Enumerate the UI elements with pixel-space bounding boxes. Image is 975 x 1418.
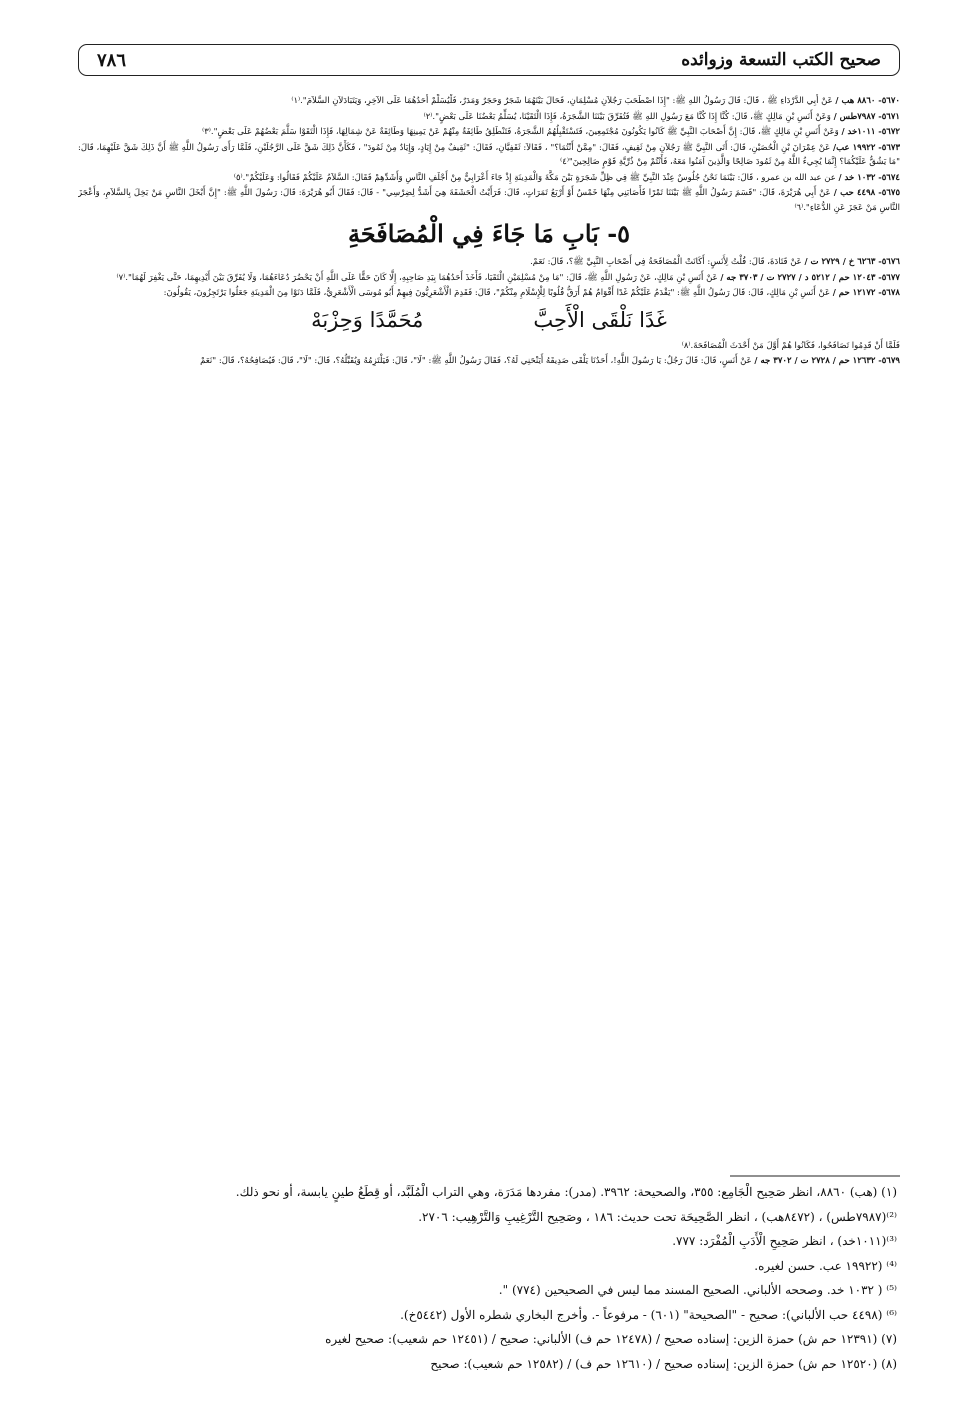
hadith-text: وَعَنْ أَنَسِ بْنِ مَالِكٍ ﷺ، قَالَ: إِنَّ أَصْحَابَ النَّبِيِّ ﷺ كَانُوا يَكُونُونَ مُجْتَمِعِينَ، فَتَسْتَقْبِلُهُمُ الشَّجَرَةُ، فَتَنْطَلِقُ طَائِفَةٌ مِنْهُمْ عَنْ يَمِينِهَا وَطَائِفَةٌ عَنْ شِمَالِهَا، فَإِذَا الْتَقَوْا سَلَّمَ بَعْضُهُمْ عَلَى بَعْضٍ".⁽٣⁾	[202, 127, 839, 137]
hadith-number: ٥٦٧١-	[878, 111, 900, 122]
footnote: ⁽³⁾(١٠١١خد) ، انظر صَحِيحِ الْأَدَبِ الْمُفْرَد: ٧٧٧.	[672, 1234, 897, 1248]
hadith-number: ٥٦٧٢-	[878, 127, 900, 137]
page-body	[78, 94, 900, 1168]
hadith-5675	[78, 186, 900, 215]
page-number: ٧٨٦	[97, 49, 127, 71]
footnote: ⁽²⁾(٧٩٨٧طس) ، (٨٤٧٢هب) ، انظر الصَّحِيحَة تحت حديث: ١٨٦ ، وصَحِيح التَّرْغِيبِ وَالتَّرْهِيب: ٢٧٠٦.	[418, 1209, 897, 1224]
hadith-number: ٥٦٧٨-	[878, 288, 900, 298]
chapter-heading: ٥- بَابِ مَا جَاءَ فِي الْمُصَافَحَةِ	[347, 219, 631, 248]
footnotes	[110, 1180, 897, 1376]
poetry-verse	[78, 303, 900, 337]
hadith-continuation: فَلَمَّا أَنْ قَدِمُوا تَصَافَحُوا، فَكَانُوا هُمْ أَوَّلَ مَنْ أَحْدَثَ الْمُصَافَحَةَ.⁽٨⁾	[681, 340, 900, 351]
footnote: (٧) (١٢٣٩١ حم ش) حمزة الزين: إسناده صحيح / (١٢٤٧٨ حم ف) الألباني: صحيح / (١٢٤٥١ حم شعيب): صحيح لغيره	[325, 1332, 897, 1346]
hadith-source: ١٢١٧٢ حم /	[832, 288, 876, 298]
hadith-number: ٥٦٧٩-	[878, 356, 900, 366]
footnote: (٨) (١٢٥٢٠ حم ش) حمزة الزين: إسناده صحيح / (١٢٦١٠ حم ف) / (١٢٥٨٢ حم شعيب): صحيح	[430, 1356, 897, 1371]
hadith-source: ٨٨٦٠ هب /	[835, 96, 876, 106]
hadith-5673	[78, 141, 900, 170]
hadith-source: ١٢٦٣٢ حم / ٢٧٢٨ ت / ٣٧٠٢ جه /	[754, 356, 876, 366]
hadith-5670	[78, 94, 900, 109]
hadith-number: ٥٦٧٣-	[878, 142, 900, 153]
hadith-5674	[78, 171, 900, 186]
hadith-source: ١٢٠٤٣ حم / ٥٢١٢ د / ٢٧٢٧ ت / ٣٧٠٣ جه /	[720, 272, 876, 283]
verse-first-half: غَدًا نَلْقَى الْأَحِبَّ	[533, 307, 667, 332]
hadith-text: عَنْ أَبِي الدَّرْدَاءِ ﷺ ، قَالَ: قَالَ رَسُولُ اللهِ ﷺ: "إِذَا اصْطَحَبَ رَجُلاَنِ مُسْلِمَانِ، فَحَالَ بَيْنَهُمَا شَجَرٌ وَحَجَرٌ وَمَدَرٌ، فَلْيُسَلِّمْ أَحَدُهُمَا عَلَى الآخِرِ، وَيَتَبَادَلاَنِ السَّلاَمَ".⁽١⁾	[291, 96, 833, 106]
hadith-number: ٥٦٧٤-	[878, 172, 900, 183]
hadith-5678	[78, 286, 900, 301]
hadith-5676	[78, 255, 900, 270]
footnote: ⁽⁵⁾ ( ١٠٣٢ خد. وصححه الألباني. الصحيح المسند مما ليس في الصحيحين (٧٧٤) ".	[498, 1283, 897, 1297]
hadith-source: ٦٢٦٣ خ / ٢٧٢٩ ت /	[804, 257, 876, 267]
hadith-number: ٥٦٧٥-	[878, 188, 900, 198]
hadith-text: عن عبد الله بن عمرو ، قَالَ: بَيْنَمَا نَحْنُ جُلُوسٌ عِنْدَ النَّبِيِّ ﷺ فِي ظِلِّ شَجَرَةٍ بَيْنَ مَكَّةَ وَالْمَدِينَةِ إِذْ جَاءَ أَعْرَابِيٌّ مِنْ أَجْلَفِ النَّاسِ وَأَشَدِّهِمْ فَقَالَ: السَّلاَمُ عَلَيْكُمْ فَقَالُوا: وَعَلَيْكُمْ".⁽٥⁾	[233, 172, 836, 183]
hadith-5679	[78, 354, 900, 369]
footnote: ⁽⁶⁾ (٤٤٩٨ حب الألباني): صحيح - "الصحيحة" (٦٠١) - مرفوعاً -. وأخرج البخاري شطره الأول (٥٤٤٢خ).	[400, 1307, 897, 1322]
hadith-number: ٥٦٧٦-	[878, 257, 900, 267]
hadith-text: عَنْ عِمْرَانَ بْنِ الْحُصَيْنِ، قَالَ: أَتَى النَّبِيَّ ﷺ رَجُلاَنِ مِنْ ثَقِيفٍ، فَقَالَ: "مِمَّنْ أَنْتُمَا؟" ، فَقَالاَ: ثَقَفِيَّانِ، فَقَالَ: "ثَقِيفٌ مِنْ إِيَادٍ، وَإِيَادٌ مِنْ ثَمُودَ" ، فَكَأَنَّ ذَلِكَ شَقَّ عَلَى الرَّجُلَيْنِ، فَلَمَّا رَأَى رَسُولُ اللَّهِ ﷺ أَنَّ ذَلِكَ شَقَّ عَلَيْهِمَا، قَالَ: "مَا يَشُقُّ عَلَيْكُمَا؟ إِنَّمَا يُجِيءُ اللَّهُ مِنْ ثَمُودَ صَالِحًا وَالَّذِينَ آمَنُوا مَعَهُ، فَأَنْتُمْ مِنْ ذُرِّيَّةِ قَوْمٍ صَالِحِينَ"⁽٤⁾	[78, 142, 900, 167]
book-title: صحيح الكتب التسعة وزوائده	[681, 50, 881, 70]
hadith-source: ١٩٩٢٢ عب/	[833, 142, 876, 153]
hadith-source: ١٠٣٢ خد /	[838, 172, 876, 183]
hadith-text: عَنْ قَتَادَةَ، قَالَ: قُلْتُ لِأَنَسٍ: أَكَانَتْ الْمُصَافَحَةُ فِي أَصْحَابِ النَّبِيِّ ﷺ؟، قَالَ: نَعَمْ.	[530, 257, 802, 267]
footnote-divider	[730, 1174, 900, 1178]
hadith-5672	[78, 125, 900, 140]
hadith-text: عَنْ أَبِي هُرَيْرَةَ، قَالَ: "قَسَمَ رَسُولُ اللَّهِ ﷺ بَيْنَنَا تَمْرًا فَأَصَابَنِي مِنْهَا خَمْسٌ أَوْ أَرْبَعُ تَمَرَاتٍ، قَالَ: فَرَأَيْتُ الْحَشَفَةَ هِيَ أَشَدُّ لِضِرْسِي" - قَالَ: فَقَالَ أَبُو هُرَيْرَةَ: قَالَ: رَسُولَ اللَّهِ ﷺ: "إِنَّ أَبْخَلَ النَّاسِ مَنْ بَخِلَ بِالسَّلاَمِ، وَأَعْجَزَ النَّاسِ مَنْ عَجَزَ عَنِ الدُّعَاءِ".⁽٦⁾	[78, 188, 900, 213]
hadith-number: ٥٦٧٧-	[878, 272, 900, 283]
verse-second-half: مُحَمَّدًا وَحِزْبَهْ	[311, 307, 424, 332]
hadith-text: وَعَنْ أَنَسِ بْنِ مَالِكٍ ﷺ، قَالَ: كُنَّا إِذَا كُنَّا مَعَ رَسُولِ اللهِ ﷺ فَتُفَرِّقَ بَيْنَنَا الشَّجَرَةُ، فَإِذَا الْتَقَيْنَا، يُسَلِّمُ بَعْضُنَا عَلَى بَعْضٍ".⁽٢⁾	[423, 111, 831, 122]
hadith-5677	[78, 271, 900, 286]
hadith-text: عَنْ أَنَسِ بْنِ مَالِكٍ، عَنْ رَسُولِ اللَّهِ ﷺ، قَالَ: "مَا مِنْ مُسْلِمَيْنِ الْتَقَيَا، فَأَخَذَ أَحَدُهُمَا بِيَدِ صَاحِبِهِ، إِلَّا كَانَ حَقًّا عَلَى اللَّهِ أَنْ يَحْضُرَ دُعَاءَهُمَا، وَلَا يُفَرِّقَ بَيْنَ أَيْدِيهِمَا، حَتَّى يَغْفِرَ لَهُمَا".⁽٧⁾	[116, 272, 718, 283]
hadith-number: ٥٦٧٠-	[878, 96, 900, 106]
hadith-text: عَنْ أَنَسٍ، قَالَ: قَالَ رَجُلٌ: يَا رَسُولَ اللَّهِ!، أَحَدُنَا يَلْقَى صَدِيقَهُ أَيَنْحَنِي لَهُ؟، فَقَالَ رَسُولُ اللَّهِ ﷺ: "لَا"، قَالَ: فَيَلْتَزِمُهُ وَيُقَبِّلُهُ؟، قَالَ: "لَا"، قَالَ: فَيُصَافِحُهُ؟، قَالَ: "نَعَمْ	[200, 356, 752, 366]
page-header	[78, 44, 900, 76]
footnote: (١) (هب) ٨٨٦٠، انظر صَحِيح الْجَامِع: ٣٥٥، والصحيحة: ٣٩٦٢. (مدر): مفردها مَدَرَة، وهي التراب الْمُلَبَّد، أو قِطَعُ طينٍ يابسة، أو نحو ذلك.	[235, 1185, 897, 1199]
hadith-5671	[78, 110, 900, 125]
hadith-source: ٤٤٩٨ حب /	[833, 188, 876, 198]
footnote: ⁽⁴⁾ (١٩٩٢٢ عب. حسن لغيره.	[754, 1258, 897, 1273]
hadith-source: ١٠١١خد /	[841, 127, 876, 137]
hadith-text: عَنْ أَنَسِ بْنِ مَالِكٍ، قَالَ: قَالَ رَسُولُ اللَّهِ ﷺ: "يَقْدَمُ عَلَيْكُمْ غَدًا أَقْوَامٌ هُمْ أَرَقُّ قُلُوبًا لِلْإِسْلَامِ مِنْكُمْ"، قَالَ: فَقَدِمَ الْأَشْعَرِيُّونَ فِيهِمْ أَبُو مُوسَى الْأَشْعَرِيُّ، فَلَمَّا دَنَوْا مِنَ الْمَدِينَةِ جَعَلُوا يَرْتَجِزُونَ، يَقُولُونَ:	[163, 288, 831, 298]
hadith-source: ٧٩٨٧طس /	[833, 111, 876, 122]
